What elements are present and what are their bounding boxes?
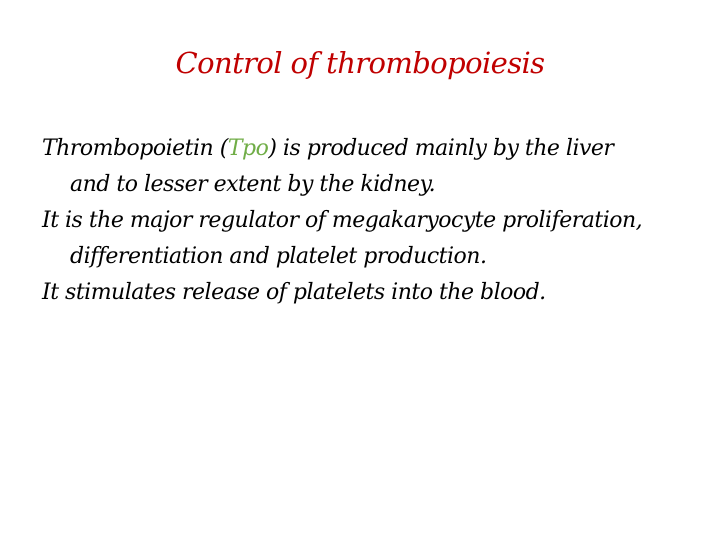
paragraph-line: differentiation and platelet production. xyxy=(70,244,487,269)
paragraph-line: It stimulates release of platelets into the blood. xyxy=(42,280,546,305)
slide-title: Control of thrombopoiesis xyxy=(175,46,545,80)
paragraph-line: and to lesser extent by the kidney. xyxy=(70,172,436,197)
paragraph-tpo-production xyxy=(42,131,682,203)
paragraph-line: It is the major regulator of megakaryocyte proliferation, xyxy=(42,208,643,233)
paragraph-line xyxy=(42,131,682,167)
paragraph-platelet-release xyxy=(42,275,682,311)
paragraph-major-regulator xyxy=(42,203,682,275)
text-segment: ) is produced mainly by the liver xyxy=(268,136,614,161)
tpo-acronym: Tpo xyxy=(227,136,269,161)
slide-body xyxy=(42,131,682,311)
text-segment: Thrombopoietin ( xyxy=(42,136,228,161)
